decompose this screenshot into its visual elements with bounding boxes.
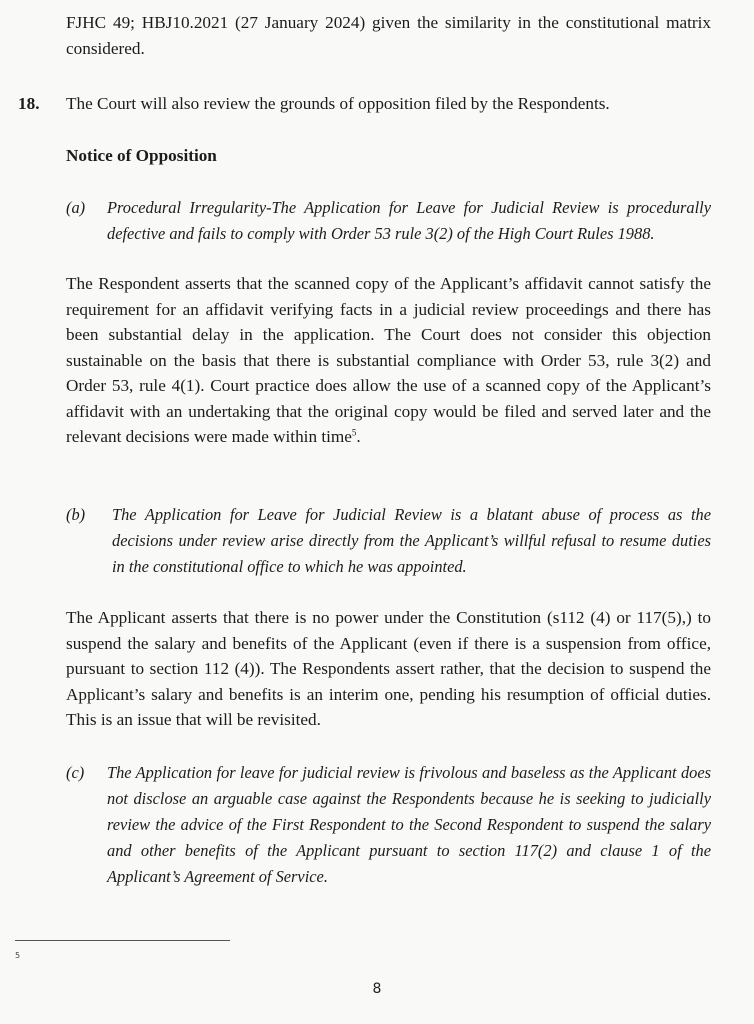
- ground-text: The Application for leave for judicial review is frivolous and baseless as the Applicant does not disclose an arguable case against the Respondents because he is seeking to judicially review the advice of the First Respondent to the Second Respondent to suspend the salary and other benefits of the Applicant pursuant to section 117(2) and clause 1 of the Applicant’s Agreement of Service.: [107, 763, 711, 886]
- ground-label: (a): [66, 198, 86, 217]
- ground-label: (c): [66, 763, 85, 782]
- ground-label: (b): [66, 505, 86, 524]
- footnote-divider: [15, 940, 230, 941]
- response-text: The Respondent asserts that the scanned copy of the Applicant’s affidavit cannot satisfy the requirement for an affidavit verifying facts in a judicial review proceedings and there has been substantial delay in the application. The Court does not consider this objection sustainable on the basis that there is substantial compliance with Order 53, rule 3(2) and Order 53, rule 4(1). Court practice does allow the use of a scanned copy of the Applicant’s affidavit with an undertaking that the original copy would be filed and served later and the relevant decisions were made within time: [66, 274, 711, 446]
- page-number: 8: [372, 981, 382, 997]
- footnote-reference[interactable]: 5: [351, 427, 357, 438]
- ground-b: [66, 502, 711, 580]
- ground-b-response: The Applicant asserts that there is no power under the Constitution (s112 (4) or 117(5),) to suspend the salary and benefits of the Applicant (even if there is a suspension from office, pursuant to section 112 (4)). The Respondents assert rather, that the decision to suspend the Applicant’s salary and benefits is an interim one, pending his resumption of official duties. This is an issue that will be revisited.: [66, 608, 711, 729]
- ground-a: [66, 195, 711, 247]
- response-end: .: [356, 427, 361, 446]
- footnote-number: 5: [15, 951, 21, 960]
- ground-text: Procedural Irregularity-The Application for Leave for Judicial Review is procedurally defective and fails to comply with Order 53 rule 3(2) of the High Court Rules 1988.: [107, 198, 711, 243]
- paragraph-18-text: The Court will also review the grounds of opposition filed by the Respondents.: [66, 94, 610, 113]
- paragraph-number: 18.: [18, 94, 40, 113]
- ground-text: The Application for Leave for Judicial Review is a blatant abuse of process as the decisions under review arise directly from the Applicant’s willful refusal to resume duties in the constitutional office to which he was appointed.: [112, 505, 711, 576]
- ground-c: [66, 760, 711, 890]
- continuation-text: FJHC 49; HBJ10.2021 (27 January 2024) given the similarity in the constitutional matrix considered.: [66, 13, 711, 58]
- ground-a-response: [66, 271, 711, 450]
- section-heading: Notice of Opposition: [66, 146, 217, 165]
